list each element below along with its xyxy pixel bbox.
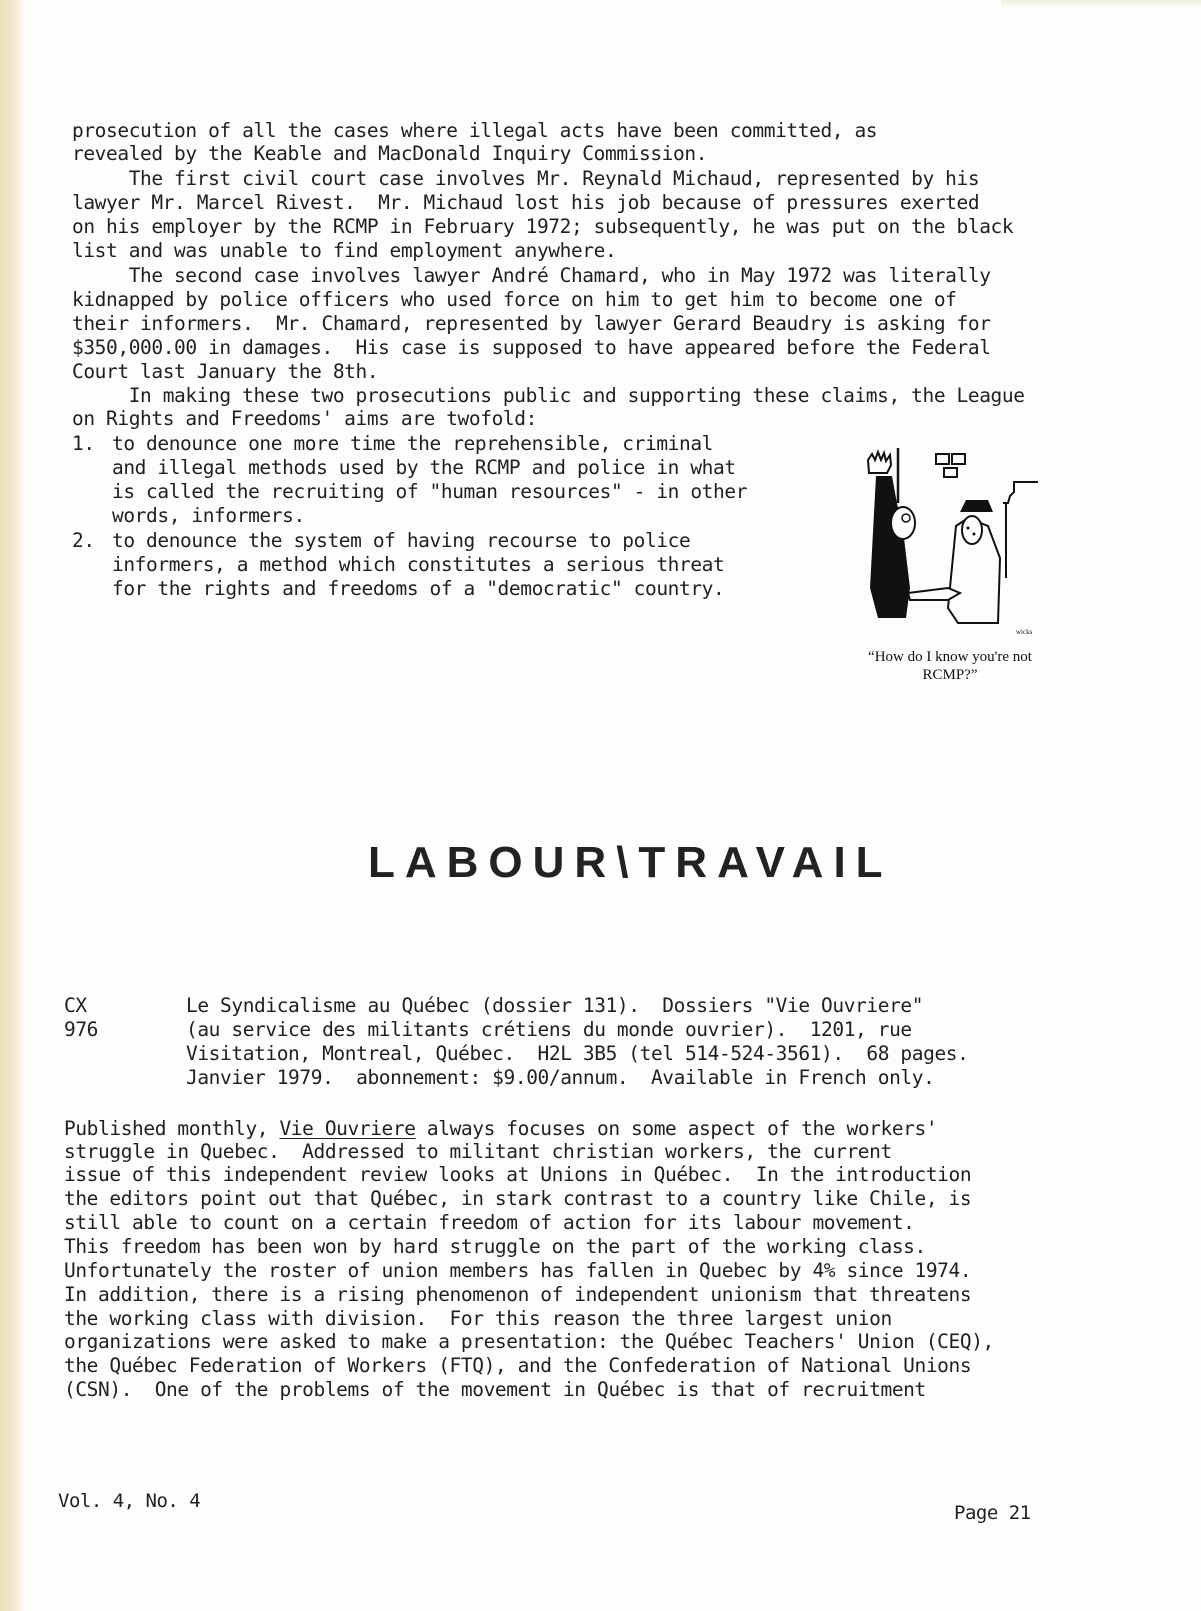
review-line: struggle in Quebec. Addressed to militant christian workers, the current [64,1140,892,1163]
article-line: The second case involves lawyer André Chamard, who in May 1972 was literally [72,264,991,287]
review-line: the Québec Federation of Workers (FTQ), and the Confederation of National Unions [64,1354,972,1377]
citation-line: Le Syndicalisme au Québec (dossier 131). Dossiers "Vie Ouvriere" [186,994,924,1017]
cartoon-detail [967,527,970,530]
citation-line: Janvier 1979. abonnement: $9.00/annum. Available in French only. [186,1066,935,1089]
aim-line: to denounce the system of having recourse to police [112,529,691,552]
cartoon-window [952,454,965,464]
article-line: revealed by the Keable and MacDonald Inquiry Commission. [72,142,708,165]
cartoon-illustration [848,448,1048,638]
page-binding-edge [0,0,22,1611]
review-line: In addition, there is a rising phenomenon of independent unionism that threatens [64,1283,972,1306]
cartoon-wall-line [1003,482,1038,503]
review-line: still able to count on a certain freedom of action for its labour movement. [64,1211,915,1234]
cartoon-detail [973,533,976,536]
caption-line: “How do I know you're not [868,649,1032,665]
cartoon-caption [835,648,1065,684]
page-number: Page 21 [954,1502,1031,1524]
publication-title: Vie Ouvriere [279,1117,416,1140]
review-text: Published monthly, [64,1117,280,1140]
aim-line: words, informers. [112,504,305,527]
aim-number: 1. [72,432,95,455]
cartoon-signature: wicks [1016,628,1033,636]
review-line: organizations were asked to make a presentation: the Québec Teachers' Union (CEQ), [64,1330,994,1353]
cartoon-window [944,468,957,477]
aim-line: is called the recruiting of "human resources" - in other [112,480,748,503]
aim-line: informers, a method which constitutes a serious threat [112,553,725,576]
article-line: $350,000.00 in damages. His case is supposed to have appeared before the Federal [72,336,991,359]
review-line: the working class with division. For this reason the three largest union [64,1307,892,1330]
review-line: This freedom has been won by hard struggle on the part of the working class. [64,1235,926,1258]
cartoon-face [891,507,915,539]
cartoon-window [936,454,949,464]
article-line: Court last January the 8th. [72,360,379,383]
review-line [64,1118,937,1140]
aim-line: to denounce one more time the reprehensible, criminal [112,432,714,455]
aim-number: 2. [72,529,95,552]
cartoon-coat-figure [870,476,910,618]
review-line: issue of this independent review looks at Unions in Québec. In the introduction [64,1163,972,1186]
section-heading: LABOUR\TRAVAIL [368,838,893,887]
article-line: In making these two prosecutions public and supporting these claims, the League [72,384,1025,407]
entry-code-line: CX [64,994,87,1017]
cartoon-handshake [908,588,960,600]
review-line: (CSN). One of the problems of the movement in Québec is that of recruitment [64,1378,926,1401]
article-line: list and was unable to find employment anywhere. [72,239,617,262]
review-line: Unfortunately the roster of union members has fallen in Quebec by 4% since 1974. [64,1259,972,1282]
caption-line: RCMP?” [922,667,978,683]
aim-line: and illegal methods used by the RCMP and police in what [112,456,736,479]
review-line: the editors point out that Québec, in stark contrast to a country like Chile, is [64,1187,972,1210]
citation-line: (au service des militants crétiens du monde ouvrier). 1201, rue [186,1018,912,1041]
cartoon-hat [960,500,993,512]
review-text: always focuses on some aspect of the workers' [415,1117,938,1140]
article-line: prosecution of all the cases where illegal acts have been committed, as [72,119,878,142]
page-top-edge [1001,0,1201,8]
article-line: kidnapped by police officers who used force on him to get him to become one of [72,288,957,311]
citation-line: Visitation, Montreal, Québec. H2L 3B5 (tel 514-524-3561). 68 pages. [186,1042,969,1065]
article-line: their informers. Mr. Chamard, represented by lawyer Gerard Beaudry is asking for [72,312,991,335]
entry-code-line: 976 [64,1018,99,1041]
article-line: on his employer by the RCMP in February 1972; subsequently, he was put on the black [72,215,1014,238]
cartoon-raised-hands [868,452,891,473]
cartoon-face [962,516,982,544]
article-line: The first civil court case involves Mr. Reynald Michaud, represented by his [72,167,980,190]
article-line: lawyer Mr. Marcel Rivest. Mr. Michaud lost his job because of pressures exerted [72,191,980,214]
aim-line: for the rights and freedoms of a "democratic" country. [112,577,725,600]
volume-number: Vol. 4, No. 4 [58,1490,201,1512]
article-line: on Rights and Freedoms' aims are twofold: [72,407,537,430]
